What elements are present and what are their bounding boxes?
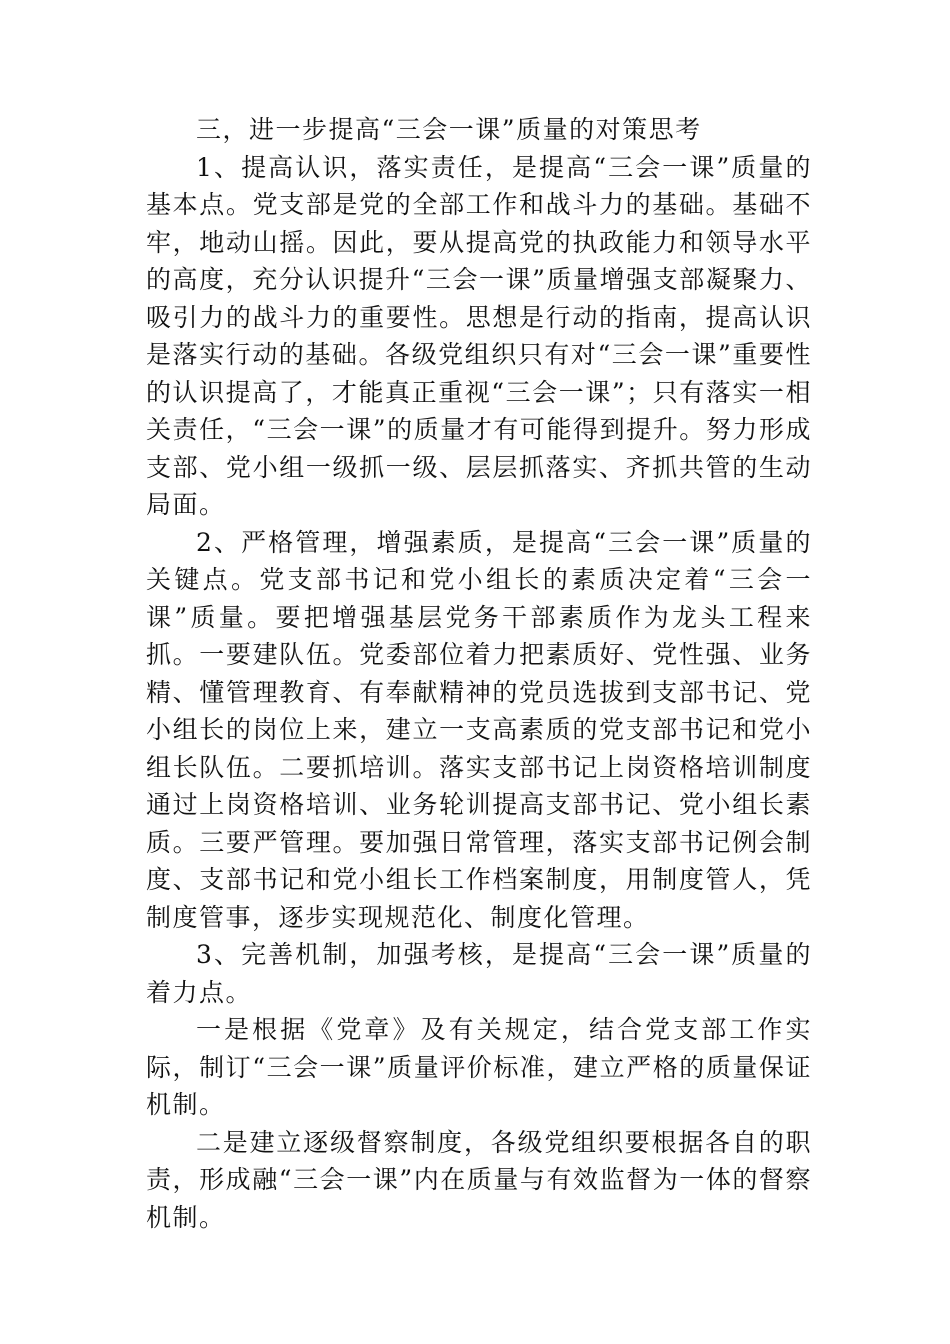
section-heading: 三，进一步提高“三会一课”质量的对策思考: [196, 115, 702, 144]
paragraph-point-2: 2、严格管理，增强素质，是提高“三会一课”质量的关键点。党支部书记和党小组长的素质决定着“三会一课”质量。要把增强基层党务干部素质作为龙头工程来抓。一要建队伍。党委部位着力把素质好、党性强、业务精、懂管理教育、有奉献精神的党员选拔到支部书记、党小组长的岗位上来，建立一支高素质的党支部书记和党小组长队伍。二要抓培训。落实支部书记上岗资格培训制度通过上岗资格培训、业务轮训提高支部书记、党小组长素质。三要严管理。要加强日常管理，落实支部书记例会制度、支部书记和党小组长工作档案制度，用制度管人，凭制度管事，逐步实现规范化、制度化管理。: [146, 527, 812, 932]
paragraph-point-3: 3、完善机制，加强考核，是提高“三会一课”质量的着力点。: [146, 940, 812, 1007]
paragraph-point-1: 1、提高认识，落实责任，是提高“三会一课”质量的基本点。党支部是党的全部工作和战斗力的基础。基础不牢，地动山摇。因此，要从提高党的执政能力和领导水平的高度，充分认识提升“三会一课”质量增强支部凝聚力、吸引力的战斗力的重要性。思想是行动的指南，提高认识是落实行动的基础。各级党组织只有对“三会一课”重要性的认识提高了，才能真正重视“三会一课”；只有落实一相关责任，“三会一课”的质量才有可能得到提升。努力形成支部、党小组一级抓一级、层层抓落实、齐抓共管的生动局面。: [146, 152, 812, 519]
paragraph-point-3-item-1: 一是根据《党章》及有关规定，结合党支部工作实际，制订“三会一课”质量评价标准，建立严格的质量保证机制。: [146, 1015, 812, 1119]
document-body: [146, 111, 812, 1236]
paragraph-point-3-item-2: 二是建立逐级督察制度，各级党组织要根据各自的职责，形成融“三会一课”内在质量与有效监督为一体的督察机制。: [146, 1127, 812, 1232]
